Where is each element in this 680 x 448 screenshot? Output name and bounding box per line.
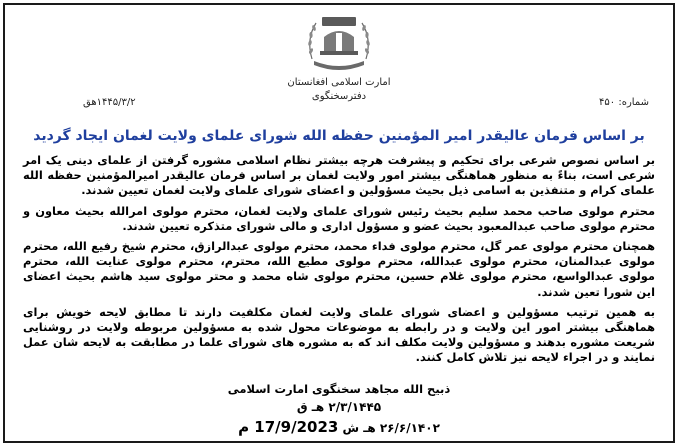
office-name: دفترسخنگوی [311,91,367,102]
signature-date-hijri-shamsi: ۲۶/۶/۱۴۰۲ هـ ش [342,421,440,435]
reference-number [599,97,649,108]
body-paragraph: بر اساس نصوص شرعی برای تحکیم و پیشرفت هرچه بیشتر نظام اسلامی مشوره گرفتن از علمای دینی یک امر شرعی است، بناءً به منظور هماهنگی بیشتر امور ولایت لغمان بر اساس فرمان عالیقدر امیرالمؤمنین حفظه الله علمای کرام و متنفذین به اسامی ذیل بحیث مسؤولین و اعضای شورای علمای ولایت لغمان تعیین شدند. [23,153,655,198]
signature-name: ذبیح الله مجاهد سخنگوی امارت اسلامی [227,382,451,396]
signature-date-hijri-qamari: ۲/۳/۱۴۴۵ هـ ق [296,400,382,414]
signature-date-gregorian: 17/9/2023 م [238,418,339,436]
islamic-emirate-emblem-icon [300,11,378,73]
body-paragraph: همچنان محترم مولوی عمر گل، محترم مولوی فداء محمد، محترم مولوی عبدالرازق، محترم شیخ رفیع الله، محترم مولوی عبدالمنان، محترم مولوی عبدالله، محترم مولوی مطیع الله، محترم، محترم مولوی عنایت الله، محترم مولوی عبدالواسع، محترم مولوی غلام حسین، محترم مولوی شاه محمد و محتر مولوی سید هاشم بحیث اعضای این شورا تعین شدند. [23,239,655,299]
org-name: امارت اسلامی افغانستان [287,77,391,88]
document-body [23,153,655,371]
body-paragraph: محترم مولوی صاحب محمد سلیم بحیث رئیس شورای علمای ولایت لغمان، محترم مولوی امرالله بحیث معاون و محترم مولوی صاحب عبدالمعبود بحیث عضو و مسؤول اداری و مالی شورای متذکره تعیین شدند. [23,203,655,233]
number-value: ۴۵۰ [599,97,616,108]
number-label: شماره: [618,97,649,108]
document-date: ۱۴۴۵/۳/۲هق [83,97,136,108]
document-frame [3,3,675,443]
body-paragraph: به همین ترتیب مسؤولین و اعضای شورای علمای ولایت لغمان مکلفیت دارند تا مطابق لایحه خویش برای هماهنگی بیشتر امور این ولایت و در رابطه به موضوعات محول شده به مسؤولین مربوطه ولایت در روشنایی شریعت مشوره بدهند و مسؤولین ولایت مکلف اند که به مشوره های شورای علما در مطابقت به لایحه شان عمل نمایند و در اجراء لایحه نیز تلاش کامل کنند. [23,304,655,365]
signature-dates-row [5,418,673,436]
document-title: بر اساس فرمان عالیقدر امیر المؤمنین حفظه الله شورای علمای ولایت لغمان ایجاد گردید [33,128,645,144]
